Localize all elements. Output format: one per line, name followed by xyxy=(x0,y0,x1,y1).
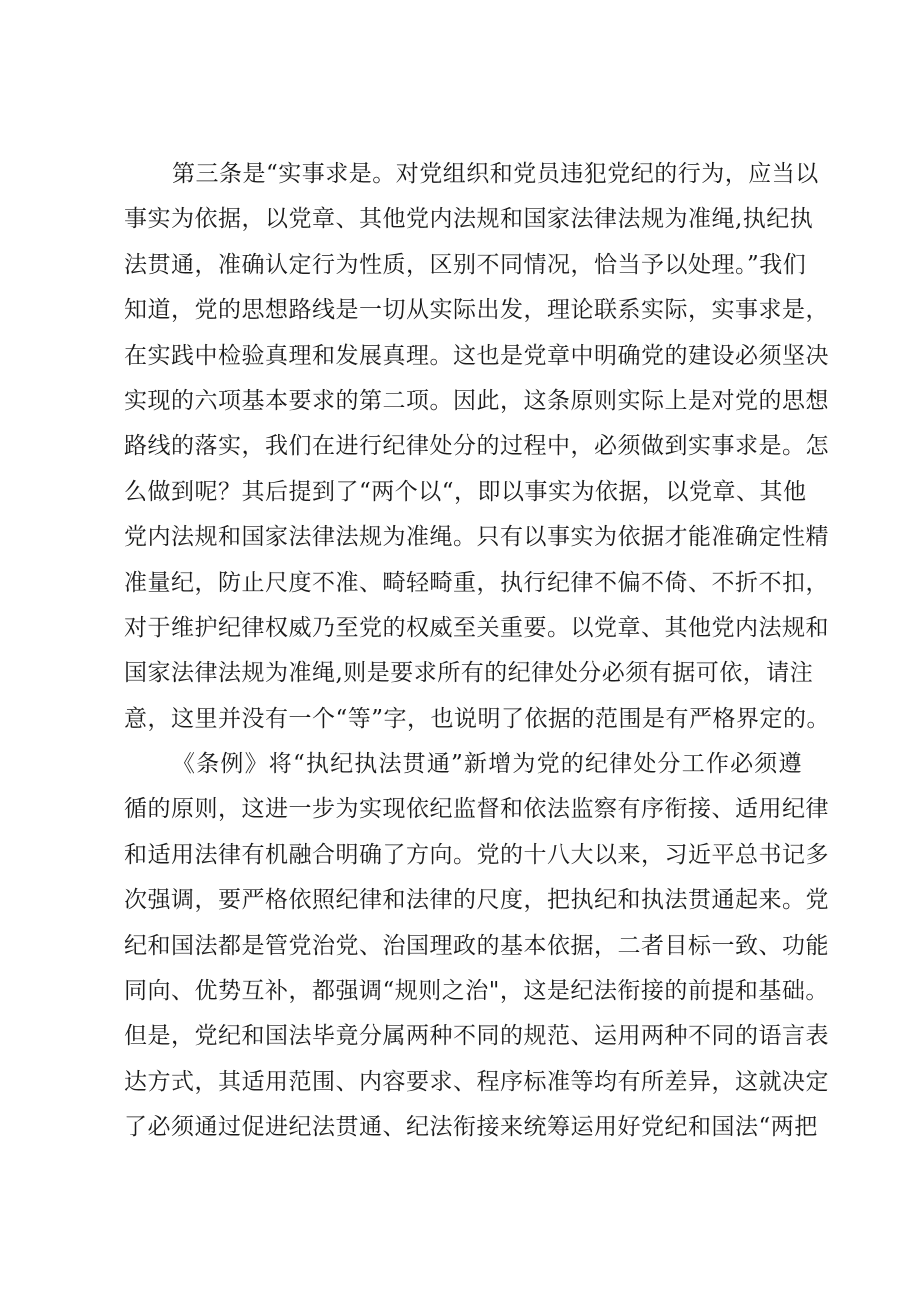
paragraph-1-line-5: 在实践中检验真理和发展真理。这也是党章中明确党的建设必须坚决 xyxy=(124,342,829,369)
paragraph-1-line-4: 知道，党的思想路线是一切从实际出发，理论联系实际，实事求是， xyxy=(124,297,829,324)
paragraph-1-line-10: 准量纪，防止尺度不准、畸轻畸重，执行纪律不偏不倚、不折不扣， xyxy=(124,569,829,596)
paragraph-2-line-2: 循的原则，这进一步为实现依纪监督和依法监察有序衔接、适用纪律 xyxy=(124,796,829,823)
paragraph-2-line-4: 次强调，要严格依照纪律和法律的尺度，把执纪和执法贯通起来。党 xyxy=(124,887,829,914)
paragraph-2-line-1: 《条例》将“执纪执法贯通”新增为党的纪律处分工作必须遵 xyxy=(172,751,802,778)
paragraph-2-line-6: 同向、优势互补，都强调“规则之治"，这是纪法衔接的前提和基础。 xyxy=(124,978,829,1005)
paragraph-2-line-5: 纪和国法都是管党治党、治国理政的基本依据，二者目标一致、功能 xyxy=(124,932,829,959)
paragraph-1-line-8: 么做到呢？其后提到了“两个以“，即以事实为依据，以党章、其他 xyxy=(124,478,807,505)
paragraph-1-line-11: 对于维护纪律权威乃至党的权威至关重要。以党章、其他党内法规和 xyxy=(124,614,829,641)
paragraph-2-line-8: 达方式，其适用范围、内容要求、程序标准等均有所差异，这就决定 xyxy=(124,1068,829,1095)
paragraph-1-line-9: 党内法规和国家法律法规为准绳。只有以事实为依据才能准确定性精 xyxy=(124,524,829,551)
paragraph-1-line-12: 国家法律法规为准绳,则是要求所有的纪律处分必须有据可依，请注 xyxy=(124,660,814,687)
body-text xyxy=(124,152,831,1151)
paragraph-1-line-7: 路线的落实，我们在进行纪律处分的过程中，必须做到实事求是。怎 xyxy=(124,433,829,460)
paragraph-1-line-6: 实现的六项基本要求的第二项。因此，这条原则实际上是对党的思想 xyxy=(124,387,829,414)
paragraph-2-line-3: 和适用法律有机融合明确了方向。党的十八大以来，习近平总书记多 xyxy=(124,841,829,868)
paragraph-1-line-13: 意，这里并没有一个“等”字，也说明了依据的范围是有严格界定的。 xyxy=(124,705,831,732)
paragraph-1-line-1: 第三条是“实事求是。对党组织和党员违犯党纪的行为，应当以 xyxy=(172,161,819,187)
paragraph-1-line-2: 事实为依据，以党章、其他党内法规和国家法律法规为准绳,执纪执 xyxy=(124,206,814,233)
paragraph-2-line-9: 了必须通过促进纪法贯通、纪法衔接来统筹运用好党纪和国法“两把 xyxy=(124,1114,818,1141)
paragraph-1-line-3: 法贯通，准确认定行为性质，区别不同情况，恰当予以处理。”我们 xyxy=(124,251,807,278)
paragraph-2-line-7: 但是，党纪和国法毕竟分属两种不同的规范、运用两种不同的语言表 xyxy=(124,1023,829,1050)
